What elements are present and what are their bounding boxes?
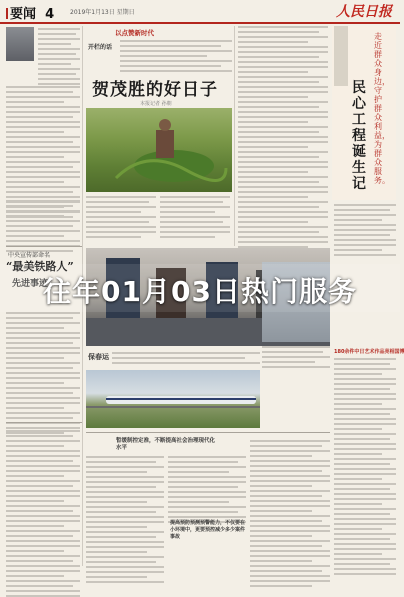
feature-title: 贺茂胜的好日子 [92,80,218,100]
lower-right-headline: 180余件中日艺术作品亮相国博 [334,349,404,355]
feature-body-a [86,196,156,240]
mid-headline-kicker: 中央宣传部命名 [8,252,51,259]
feature-body-b [160,196,230,240]
right-article-2 [262,346,330,376]
high-speed-train-photo [86,370,260,428]
lower-center-headline-1: 暂缓制控定准，不断提高社会治理现代化水平 [116,438,216,451]
page-header [0,0,400,24]
train-illustration [86,370,260,428]
photo-caption-text [112,352,260,372]
lower-center-article-2 [168,456,246,516]
feature-tag: 以点赞新时代 [115,29,154,37]
newspaper-logo: 人民日报 [336,4,392,20]
left-article-2 [6,86,80,196]
left-divider [6,246,82,247]
left-lower-divider [6,422,82,423]
farmer-illustration [86,108,232,192]
lower-divider [86,432,330,433]
center-right-article [238,26,328,216]
left-article-1 [38,28,80,84]
feature-byline: 本报记者 孙朝 [140,101,172,107]
column-rule-2 [234,26,235,246]
right-article-3 [334,358,396,566]
photo-caption-label: 保春运 [88,353,109,361]
lower-center-headline-2: 提高预防预测预警能力，不仅要在小环境中，更要预控减少多少案件事故 [170,520,246,540]
lower-center-article-1 [86,456,164,564]
date-line: 2019年1月13日 星期日 [70,9,135,16]
left-article-3 [6,200,80,244]
rail-title-vertical: 民心工程诞生记 [352,80,366,192]
rail-intro-vertical: 走近群众身边，守护群众利益，为群众服务。 [374,32,390,185]
right-article-1 [334,204,396,260]
mid-subhead: 先进事迹 [12,279,49,289]
lower-center-article-3 [250,440,330,564]
farmer-photo [86,108,232,192]
left-article-4 [6,312,80,418]
rail-flag [334,26,348,86]
left-article-5 [6,430,80,568]
portrait-photo [6,27,34,61]
mid-headline: “最美铁路人” [6,260,74,273]
feature-intro-text [120,40,232,74]
feature-column-name: 开栏的话 [88,44,113,51]
overlay-title: 往年01月03日热门服务 [43,275,357,308]
section-label: 要闻 4 [6,3,54,22]
right-rail-feature [332,26,396,200]
